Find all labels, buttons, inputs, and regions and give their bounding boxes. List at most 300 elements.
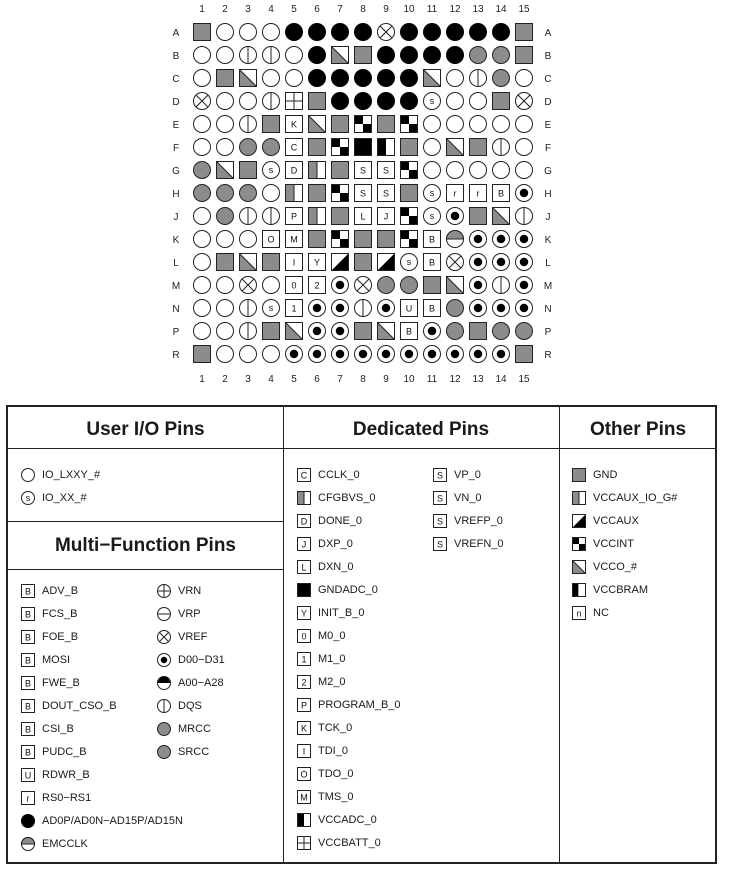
pin-R11 [424,346,441,363]
pin-B2 [217,47,234,64]
pin-B5 [286,47,303,64]
pin-B12 [446,46,464,64]
legend-label: VRN [178,585,202,597]
svg-text:s: s [268,303,274,313]
pin-legend [6,405,717,864]
pin-A12 [446,23,464,41]
svg-text:n: n [576,608,582,619]
pin-F12 [447,139,464,156]
pin-C11 [424,70,441,87]
pin-J11 [424,208,441,225]
pin-P1 [194,323,211,340]
legend-label: VCCADC_0 [318,814,377,826]
legend-label: VRP [178,608,201,620]
pin-L6 [309,254,326,271]
pin-K6 [309,231,326,248]
pin-M14 [493,277,510,294]
pin-H10 [401,185,418,202]
pin-F13 [470,139,487,156]
pin-F6 [309,139,326,156]
pin-L14 [493,254,510,271]
legend-label: VN_0 [454,492,482,504]
legend-symbol-icon [20,675,36,691]
pin-E8 [355,116,372,133]
pin-G14 [493,162,510,179]
pin-E3 [240,116,257,133]
pin-E9 [378,116,395,133]
legend-label: D00−D31 [178,654,225,666]
svg-text:s: s [406,257,412,267]
legend-label: ADV_B [42,585,79,597]
pin-K5 [286,231,303,248]
pin-B9 [377,46,395,64]
pin-M7 [332,277,349,294]
pin-E6 [309,116,326,133]
pin-B7 [332,47,349,64]
pin-K4 [263,231,280,248]
pin-M3 [240,277,257,294]
pin-R15 [516,346,533,363]
pin-G8 [355,162,372,179]
pin-A13 [469,23,487,41]
pin-L1 [194,254,211,271]
row-label-left: B [172,51,180,62]
row-label-right: K [544,235,552,246]
column-label-top: 10 [403,4,415,15]
row-label-right: J [545,212,551,223]
legend-symbol-icon [296,559,312,575]
legend-symbol-icon [296,513,312,529]
pin-J4 [263,208,280,225]
legend-label: PROGRAM_B_0 [318,699,401,711]
svg-text:I: I [302,746,306,757]
legend-label: CCLK_0 [318,469,360,481]
pin-R3 [240,346,257,363]
svg-text:r: r [26,793,30,804]
svg-text:r: r [453,188,457,199]
pin-E11 [424,116,441,133]
legend-symbol-icon [156,583,172,599]
pin-J3 [240,208,257,225]
svg-text:B: B [24,747,32,758]
legend-symbol-icon [20,813,36,829]
pin-F8 [355,139,372,156]
legend-symbol-icon [20,606,36,622]
legend-symbol-icon [20,744,36,760]
svg-text:s: s [429,211,435,221]
pin-G6 [309,162,326,179]
pin-P15 [516,323,533,340]
legend-label: DQS [178,700,202,712]
row-label-right: C [544,74,552,85]
pin-A8 [354,23,372,41]
legend-symbol-icon [156,721,172,737]
pin-P6 [309,323,326,340]
row-label-right: P [544,327,552,338]
legend-label: MRCC [178,723,211,735]
legend-symbol-icon [156,698,172,714]
legend-symbol-icon [296,789,312,805]
pin-R10 [401,346,418,363]
svg-text:S: S [382,188,390,199]
pin-K15 [516,231,533,248]
svg-text:Y: Y [300,608,308,619]
svg-text:s: s [429,188,435,198]
pin-D2 [217,93,234,110]
pin-L11 [424,254,441,271]
svg-text:S: S [382,165,390,176]
pin-C4 [263,70,280,87]
pin-P13 [470,323,487,340]
pin-A15 [516,24,533,41]
pin-D12 [447,93,464,110]
pin-F15 [516,139,533,156]
pin-H8 [355,185,372,202]
pin-P11 [424,323,441,340]
user-io-title: User I/O Pins [86,419,205,440]
pin-G11 [424,162,441,179]
pin-C12 [447,70,464,87]
pin-K8 [355,231,372,248]
pin-R1 [194,346,211,363]
pin-F10 [401,139,418,156]
pin-L3 [240,254,257,271]
legend-symbol-icon [20,721,36,737]
pin-B15 [516,47,533,64]
pin-K14 [493,231,510,248]
pin-G2 [217,162,234,179]
legend-label: MOSI [42,654,71,666]
svg-text:S: S [359,188,367,199]
svg-text:B: B [24,701,32,712]
pin-D15 [516,93,533,110]
legend-label: IO_LXXY_# [42,469,101,481]
legend-symbol-icon [571,536,587,552]
column-label-bottom: 5 [291,374,297,385]
pin-R13 [470,346,487,363]
svg-text:P: P [290,211,298,222]
legend-symbol-icon [296,835,312,851]
column-label-bottom: 7 [337,374,343,385]
legend-label: IO_XX_# [42,492,87,504]
pin-H2 [217,185,234,202]
legend-symbol-icon [296,697,312,713]
pin-F2 [217,139,234,156]
pin-L8 [355,254,372,271]
pin-A7 [331,23,349,41]
pin-R14 [493,346,510,363]
pin-D9 [377,92,395,110]
column-label-bottom: 10 [403,374,415,385]
pin-A1 [194,24,211,41]
svg-text:P: P [300,700,308,711]
svg-text:J: J [383,211,389,222]
pin-E13 [470,116,487,133]
legend-label: GNDADC_0 [318,584,378,596]
pin-J6 [309,208,326,225]
pin-C14 [493,70,510,87]
legend-symbol-icon [20,467,36,483]
pin-J10 [401,208,418,225]
pin-N9 [378,300,395,317]
pin-K2 [217,231,234,248]
legend-symbol-icon [296,467,312,483]
pin-R4 [263,346,280,363]
pin-E1 [194,116,211,133]
svg-text:B: B [24,678,32,689]
pin-A3 [240,24,257,41]
legend-header-rule-other [559,448,717,449]
column-label-top: 7 [337,4,343,15]
legend-label: TMS_0 [318,791,354,803]
svg-text:B: B [428,303,436,314]
legend-symbol-icon [296,628,312,644]
row-label-left: G [172,166,180,177]
svg-text:U: U [24,770,32,781]
pin-L13 [470,254,487,271]
pin-L2 [217,254,234,271]
column-label-bottom: 14 [495,374,507,385]
pin-R6 [309,346,326,363]
svg-text:K: K [290,119,298,130]
pin-L5 [286,254,303,271]
legend-label: VCCO_# [593,561,638,573]
pin-H15 [516,185,533,202]
column-label-top: 3 [245,4,251,15]
legend-label: M1_0 [318,653,346,665]
pin-P14 [493,323,510,340]
pin-H3 [240,185,257,202]
pin-B8 [355,47,372,64]
svg-text:s: s [429,96,435,106]
pin-H11 [424,185,441,202]
pin-D8 [354,92,372,110]
pin-R9 [378,346,395,363]
pin-K13 [470,231,487,248]
legend-label: FCS_B [42,608,78,620]
svg-text:J: J [301,539,307,550]
legend-label: DONE_0 [318,515,363,527]
pin-N3 [240,300,257,317]
pin-M5 [286,277,303,294]
legend-label: VCCAUX_IO_G# [593,492,678,504]
pin-L7 [332,254,349,271]
row-label-left: K [172,235,180,246]
legend-symbol-icon [296,674,312,690]
column-label-top: 13 [472,4,484,15]
pin-M13 [470,277,487,294]
legend-symbol-icon [20,629,36,645]
svg-text:S: S [436,493,444,504]
pin-F5 [286,139,303,156]
pin-M15 [516,277,533,294]
pin-R8 [355,346,372,363]
column-label-top: 6 [314,4,320,15]
svg-text:I: I [292,257,296,268]
pin-G9 [378,162,395,179]
pin-M2 [217,277,234,294]
legend-symbol-icon [156,629,172,645]
pin-K1 [194,231,211,248]
pin-B14 [493,47,510,64]
pin-A11 [423,23,441,41]
pin-N12 [447,300,464,317]
row-label-right: B [544,51,552,62]
pin-J8 [355,208,372,225]
legend-symbol-icon [571,605,587,621]
column-label-bottom: 12 [449,374,461,385]
row-label-left: M [171,281,181,292]
pin-C13 [470,70,487,87]
pin-D13 [470,93,487,110]
row-label-left: H [172,189,180,200]
pin-N6 [309,300,326,317]
svg-text:S: S [436,539,444,550]
pin-K3 [240,231,257,248]
pin-H4 [263,185,280,202]
svg-text:B: B [24,724,32,735]
pin-J7 [332,208,349,225]
legend-label: VCCBRAM [593,584,649,596]
row-label-right: F [544,143,552,154]
pin-N4 [263,300,280,317]
row-label-left: E [172,120,180,131]
pin-R7 [332,346,349,363]
svg-text:L: L [360,211,366,222]
pin-N11 [424,300,441,317]
legend-label: VP_0 [454,469,481,481]
pin-L12 [447,254,464,271]
legend-symbol-icon [296,651,312,667]
pin-G1 [194,162,211,179]
pin-A9 [378,24,395,41]
pin-H13 [470,185,487,202]
legend-label: CFGBVS_0 [318,492,376,504]
pin-E2 [217,116,234,133]
row-label-right: M [543,281,553,292]
svg-text:K: K [300,723,308,734]
column-label-bottom: 3 [245,374,251,385]
legend-label: SRCC [178,746,210,758]
svg-text:B: B [428,257,436,268]
legend-symbol-icon [432,536,448,552]
row-label-left: J [173,212,179,223]
pin-D7 [331,92,349,110]
column-label-bottom: 2 [222,374,228,385]
row-label-left: C [172,74,180,85]
column-label-top: 9 [383,4,389,15]
pin-C2 [217,70,234,87]
legend-label: A00−A28 [178,677,224,689]
pin-N15 [516,300,533,317]
pin-D11 [424,93,441,110]
legend-symbol-icon [432,490,448,506]
pin-E7 [332,116,349,133]
pin-E5 [286,116,303,133]
pin-A14 [492,23,510,41]
pin-R5 [286,346,303,363]
pin-D10 [400,92,418,110]
pin-D14 [493,93,510,110]
pin-C10 [400,69,418,87]
column-label-bottom: 8 [360,374,366,385]
pin-B11 [423,46,441,64]
legend-label: TDO_0 [318,768,354,780]
pin-R2 [217,346,234,363]
pin-M12 [447,277,464,294]
pin-J15 [516,208,533,225]
pin-R12 [447,346,464,363]
pin-F14 [493,139,510,156]
pin-M8 [355,277,372,294]
legend-label: EMCCLK [42,838,88,850]
legend-label: NC [593,607,609,619]
svg-text:2: 2 [314,280,320,291]
pin-M10 [401,277,418,294]
pin-B13 [470,47,487,64]
svg-text:O: O [267,234,275,245]
pin-G12 [447,162,464,179]
row-label-right: A [544,28,552,39]
dedicated-title: Dedicated Pins [352,419,490,440]
svg-text:D: D [290,165,298,176]
pin-M11 [424,277,441,294]
legend-label: TDI_0 [318,745,348,757]
legend-symbol-icon [296,490,312,506]
svg-text:B: B [405,326,413,337]
legend-multi-rule-top [8,521,283,522]
column-label-top: 15 [518,4,530,15]
legend-symbol-icon [296,605,312,621]
pin-J2 [217,208,234,225]
pin-M1 [194,277,211,294]
other-title: Other Pins [589,419,687,440]
legend-label: INIT_B_0 [318,607,365,619]
pin-D4 [263,93,280,110]
legend-label: VCCAUX [593,515,639,527]
pin-N1 [194,300,211,317]
svg-text:s: s [25,493,31,503]
legend-symbol-icon [20,836,36,852]
legend-label: M0_0 [318,630,346,642]
pin-E15 [516,116,533,133]
pin-H6 [309,185,326,202]
legend-symbol-icon [20,698,36,714]
legend-label: RS0−RS1 [42,792,92,804]
pin-K9 [378,231,395,248]
pin-K11 [424,231,441,248]
legend-label: DXN_0 [318,561,354,573]
legend-label: DXP_0 [318,538,353,550]
svg-text:B: B [24,586,32,597]
svg-text:O: O [300,769,308,780]
legend-label: VCCINT [593,538,634,550]
legend-multi-rule-bottom [8,569,283,570]
svg-text:U: U [405,303,413,314]
pin-A4 [263,24,280,41]
svg-text:1: 1 [291,303,297,314]
pin-P4 [263,323,280,340]
svg-text:0: 0 [291,280,297,291]
pin-D1 [194,93,211,110]
legend-symbol-icon [20,583,36,599]
row-label-left: L [173,258,179,269]
pin-B10 [400,46,418,64]
svg-text:1: 1 [301,654,307,665]
pin-N10 [401,300,418,317]
pin-A5 [285,23,303,41]
row-label-left: R [172,350,180,361]
